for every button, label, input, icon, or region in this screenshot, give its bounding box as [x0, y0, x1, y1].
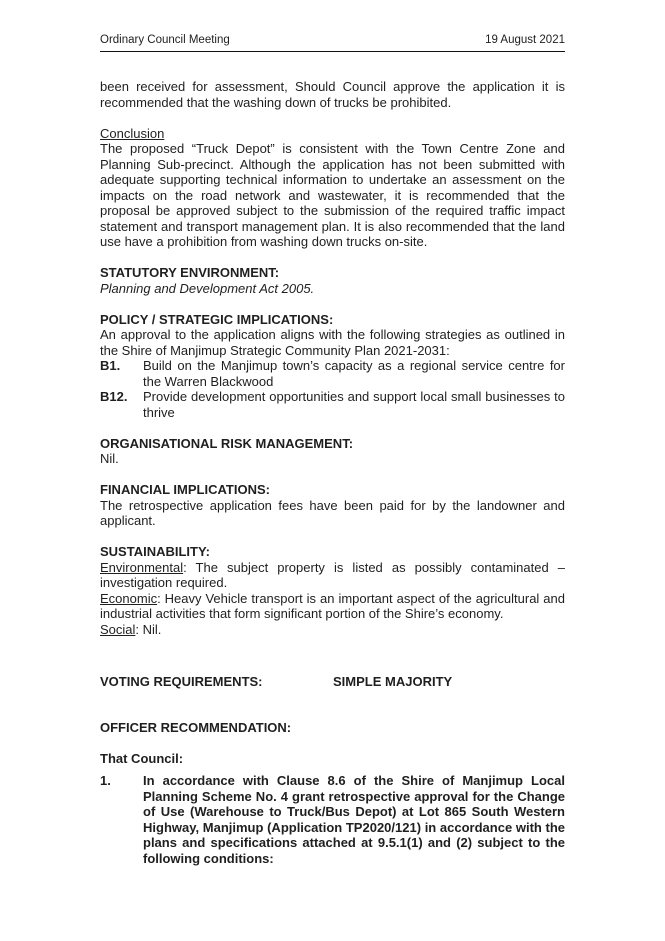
voting-requirements-row	[100, 674, 565, 690]
sustainability-environmental-text: : The subject property is listed as possibly contaminated – investigation required.	[100, 559, 565, 590]
page-header	[100, 34, 565, 52]
recommendation-item-1-number: 1.	[100, 773, 111, 788]
sustainability-social-label: Social	[100, 621, 136, 637]
header-meeting-title: Ordinary Council Meeting	[100, 34, 230, 46]
statutory-environment-heading: STATUTORY ENVIRONMENT:	[100, 265, 280, 280]
sustainability-heading: SUSTAINABILITY:	[100, 544, 211, 559]
sustainability-environmental-label: Environmental	[100, 559, 184, 575]
intro-paragraph: been received for assessment, Should Council approve the application it is recommended that the washing down of trucks be prohibited.	[100, 79, 565, 110]
policy-implications-heading: POLICY / STRATEGIC IMPLICATIONS:	[100, 311, 334, 327]
sustainability-social	[100, 622, 565, 638]
sustainability-economic	[100, 591, 565, 622]
voting-requirements-value: SIMPLE MAJORITY	[333, 674, 453, 689]
financial-implications-heading: FINANCIAL IMPLICATIONS:	[100, 482, 270, 497]
policy-implications-intro: An approval to the application aligns with the following strategies as outlined in the Shire of Manjimup Strategic Community Plan 2021-2031:	[100, 327, 565, 358]
policy-item-b1-text: Build on the Manjimup town’s capacity as a regional service centre for the Warren Blackwood	[143, 358, 565, 389]
conclusion-paragraph: The proposed “Truck Depot” is consistent with the Town Centre Zone and Planning Sub-precinct. Although the application has not been submitted with adequate supporting technical information to undertake an assessment on the impacts on the road network and wastewater, it is recommended that the proposal be approved subject to the submission of the required traffic impact statement and transport management plan. It is also recommended that the land use have a prohibition from washing down trucks on-site.	[100, 141, 565, 249]
financial-implications-body: The retrospective application fees have been paid for by the landowner and applicant.	[100, 497, 565, 528]
policy-item-b1-label: B1.	[100, 358, 121, 373]
sustainability-social-text: : Nil.	[135, 621, 162, 637]
sustainability-economic-label: Economic	[100, 590, 158, 606]
policy-item-b1	[100, 358, 565, 389]
policy-item-b12-label: B12.	[100, 389, 128, 404]
risk-management-body: Nil.	[100, 451, 119, 466]
policy-item-b12	[100, 389, 565, 420]
recommendation-item-1	[100, 773, 565, 866]
conclusion-heading	[100, 126, 565, 142]
recommendation-item-1-text: In accordance with Clause 8.6 of the Shire of Manjimup Local Planning Scheme No. 4 grant retrospective approval for the Change of Use (Warehouse to Truck/Bus Depot) at Lot 865 South Western Highway, Manjimup (Application TP2020/121) in accordance with the plans and specifications attached at 9.5.1(1) and (2) subject to the following conditions:	[143, 773, 565, 866]
officer-recommendation-heading: OFFICER RECOMMENDATION:	[100, 719, 292, 735]
header-date: 19 August 2021	[485, 34, 565, 46]
officer-recommendation-lead: That Council:	[100, 750, 184, 766]
conclusion-heading-text: Conclusion	[100, 125, 165, 141]
sustainability-economic-text: : Heavy Vehicle transport is an important aspect of the agricultural and industrial activities that form significant portion of the Shire’s economy.	[100, 590, 565, 621]
policy-item-b12-text: Provide development opportunities and support local small businesses to thrive	[143, 389, 565, 420]
voting-requirements-label: VOTING REQUIREMENTS:	[100, 674, 263, 689]
statutory-environment-body: Planning and Development Act 2005.	[100, 280, 315, 296]
sustainability-environmental	[100, 560, 565, 591]
risk-management-heading: ORGANISATIONAL RISK MANAGEMENT:	[100, 435, 354, 451]
